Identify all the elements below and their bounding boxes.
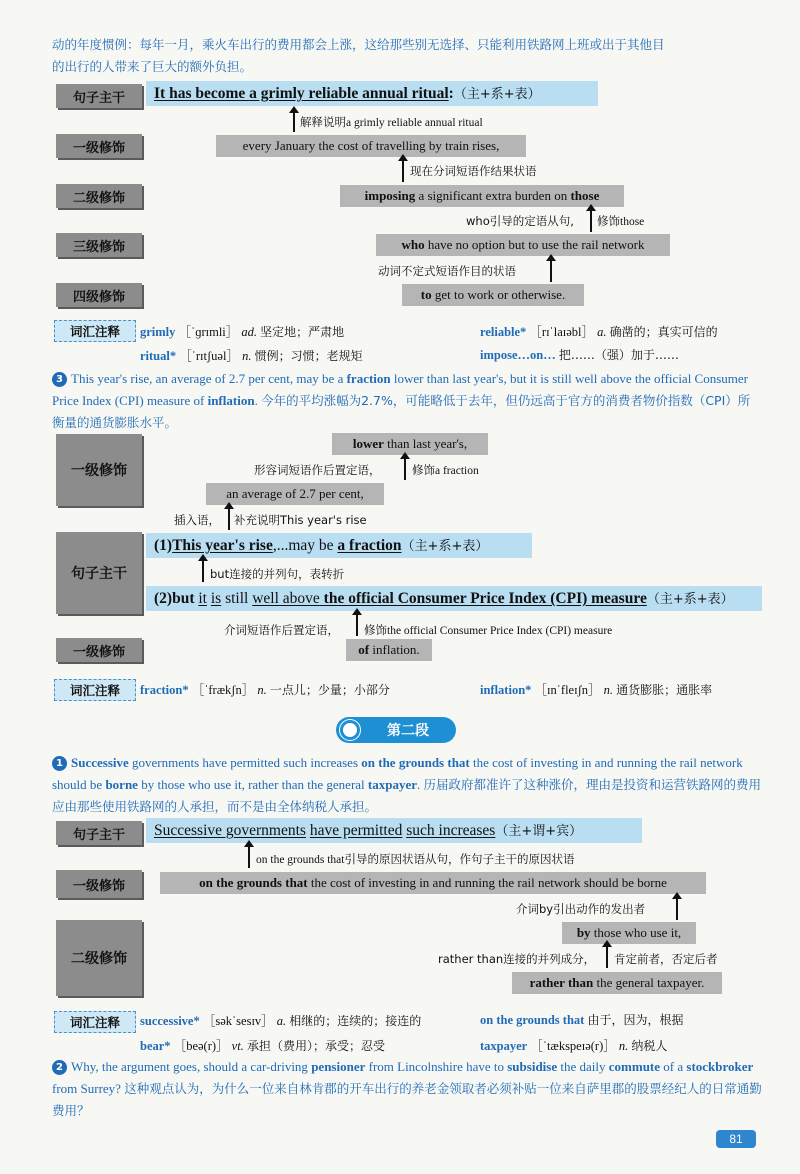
- arrow-up: [676, 898, 678, 920]
- label-level-2: 二级修饰: [56, 920, 142, 996]
- modifier-bar-1: on the grounds that the cost of investing in and running the rail network should be borne: [160, 872, 706, 894]
- modifier-bar-2: an average of 2.7 per cent,: [206, 483, 384, 505]
- main-clause-bar: Successive governments have permitted such increases（主+谓+宾）: [146, 818, 642, 843]
- intro-line-1: 动的年度惯例：每年一月，乘火车出行的费用都会上涨，这给那些别无选择、只能利用铁路网上班或出于其他目: [52, 37, 665, 52]
- note-modifies: 修饰the official Consumer Price Index (CPI) measure: [364, 625, 613, 637]
- vocab-tag: 词汇注释: [54, 1011, 136, 1033]
- main-clause-bar-2: (2)but it is still well above the official Consumer Price Index (CPI) measure（主+系+表）: [146, 586, 762, 611]
- page-number: 81: [716, 1130, 756, 1148]
- vocab-item: on the grounds that 由于，因为，根据: [480, 1013, 684, 1027]
- arrow-up: [402, 160, 404, 182]
- vocab-item: bear* ［beə(r)］ vt. 承担（费用）；承受；忍受: [140, 1039, 385, 1053]
- modifier-bar-4: to get to work or otherwise.: [402, 284, 584, 306]
- label-level-1: 一级修饰: [56, 434, 142, 506]
- arrow-up: [550, 260, 552, 282]
- note-parenthesis: 插入语，: [174, 513, 220, 527]
- vocab-tag: 词汇注释: [54, 320, 136, 342]
- note-coordinate: but连接的并列句，表转折: [210, 567, 345, 581]
- note-modifies: 修饰a fraction: [412, 465, 479, 477]
- note-reason-clause: on the grounds that引导的原因状语从句，作句子主干的原因状语: [256, 854, 575, 866]
- label-level-2: 二级修饰: [56, 184, 142, 208]
- note-modifies: 修饰those: [597, 216, 645, 228]
- arrow-up: [356, 614, 358, 636]
- note-adjective-phrase: 形容词短语作后置定语，: [254, 463, 381, 477]
- paragraph-number-badge: 2: [52, 1060, 67, 1075]
- paragraph-1: 1 Successive governments have permitted such increases on the grounds that the cost of investing in and running the rail network should be borne by those who use it, rather than the general taxpayer. 历届政府都准许了这种涨价，理由是投资和运营铁路网的费用应由那些使用铁路网的人承担，而不是由全体纳税人承担。: [52, 755, 762, 814]
- note-affirm-negate: 肯定前者，否定后者: [614, 952, 718, 966]
- main-clause-predicative: a grimly reliable annual ritual: [249, 85, 449, 102]
- note-infinitive: 动词不定式短语作目的状语: [378, 264, 516, 278]
- note-rather-than: rather than连接的并列成分，: [438, 952, 596, 966]
- vocab-item: fraction* ［ˈfrækʃn］ n. 一点儿；少量；小部分: [140, 683, 390, 697]
- label-level-1: 一级修饰: [56, 134, 142, 158]
- note-by-agent: 介词by引出动作的发出者: [516, 902, 646, 916]
- label-level-4: 四级修饰: [56, 283, 142, 307]
- arrow-up: [202, 560, 204, 582]
- note-supplement: 补充说明This year's rise: [234, 513, 367, 527]
- note-explain: 解释说明a grimly reliable annual ritual: [300, 117, 483, 129]
- arrow-up: [293, 112, 295, 132]
- paragraph-3: 3 This year's rise, an average of 2.7 per cent, may be a fraction lower than last year's, but it is still well above the official Consumer Price Index (CPI) measure of inflation. 今年的平均涨幅为2.7%，可能略低于去年，但仍远高于官方的消费者物价指数（CPI）所衡量的通货膨胀水平。: [52, 371, 751, 430]
- label-level-3: 三级修饰: [56, 233, 142, 257]
- modifier-bar-2: by those who use it,: [562, 922, 696, 944]
- main-clause-bar: It has become a grimly reliable annual ritual:（主+系+表）: [146, 81, 598, 106]
- modifier-bar-1: lower than last year's,: [332, 433, 488, 455]
- intro-line-2: 的出行的人带来了巨大的额外负担。: [52, 59, 253, 74]
- note-prepositional: 介词短语作后置定语，: [224, 623, 339, 637]
- section-circle-icon: [340, 720, 360, 740]
- modifier-bar-1: every January the cost of travelling by train rises,: [216, 135, 526, 157]
- modifier-bar-3: of inflation.: [346, 639, 432, 661]
- paragraph-2: 2 Why, the argument goes, should a car-driving pensioner from Lincolnshire have to subsidise the daily commute of a stockbroker from Surrey? 这种观点认为，为什么一位来自林肯郡的开车出行的养老金领取者必须补贴一位来自萨里郡的股票经纪人的日常通勤费用？: [52, 1059, 762, 1118]
- vocab-item: successive* ［səkˈsesɪv］ a. 相继的；连续的；接连的: [140, 1014, 422, 1028]
- note-relative-clause: who引导的定语从句,: [466, 214, 574, 228]
- main-clause-bar-1: (1)This year's rise,...may be a fraction（主+系+表）: [146, 533, 532, 558]
- section-banner: 第二段: [336, 717, 456, 743]
- arrow-up: [590, 210, 592, 232]
- structure-tag: （主+系+表）: [453, 87, 541, 102]
- vocab-item: ritual* ［ˈrɪtʃuəl］ n. 惯例；习惯；老规矩: [140, 349, 363, 363]
- arrow-up: [228, 508, 230, 530]
- main-clause-subject: It has become: [154, 85, 250, 102]
- label-level-1: 一级修饰: [56, 638, 142, 662]
- modifier-bar-3: who have no option but to use the rail network: [376, 234, 670, 256]
- paragraph-number-badge: 3: [52, 372, 67, 387]
- vocab-item: reliable* ［rɪˈlaɪəbl］ a. 确凿的；真实可信的: [480, 325, 718, 339]
- vocab-item: inflation* ［ɪnˈfleɪʃn］ n. 通货膨胀；通胀率: [480, 683, 713, 697]
- vocab-item: grimly ［ˈɡrɪmli］ ad. 坚定地；严肃地: [140, 325, 345, 339]
- label-main-clause: 句子主干: [56, 821, 142, 845]
- modifier-bar-3: rather than the general taxpayer.: [512, 972, 722, 994]
- arrow-up: [248, 846, 250, 868]
- note-participle: 现在分词短语作结果状语: [410, 164, 537, 178]
- label-main-clause: 句子主干: [56, 532, 142, 614]
- paragraph-number-badge: 1: [52, 756, 67, 771]
- vocab-item: taxpayer ［ˈtækspeɪə(r)］ n. 纳税人: [480, 1039, 668, 1053]
- arrow-up: [606, 946, 608, 968]
- label-level-1: 一级修饰: [56, 870, 142, 898]
- vocab-tag: 词汇注释: [54, 679, 136, 701]
- label-main-clause: 句子主干: [56, 84, 142, 108]
- modifier-bar-2: imposing a significant extra burden on those: [340, 185, 624, 207]
- arrow-up: [404, 458, 406, 480]
- vocab-item: impose…on… 把……（强）加于……: [480, 348, 679, 362]
- intro-paragraph: [52, 34, 762, 78]
